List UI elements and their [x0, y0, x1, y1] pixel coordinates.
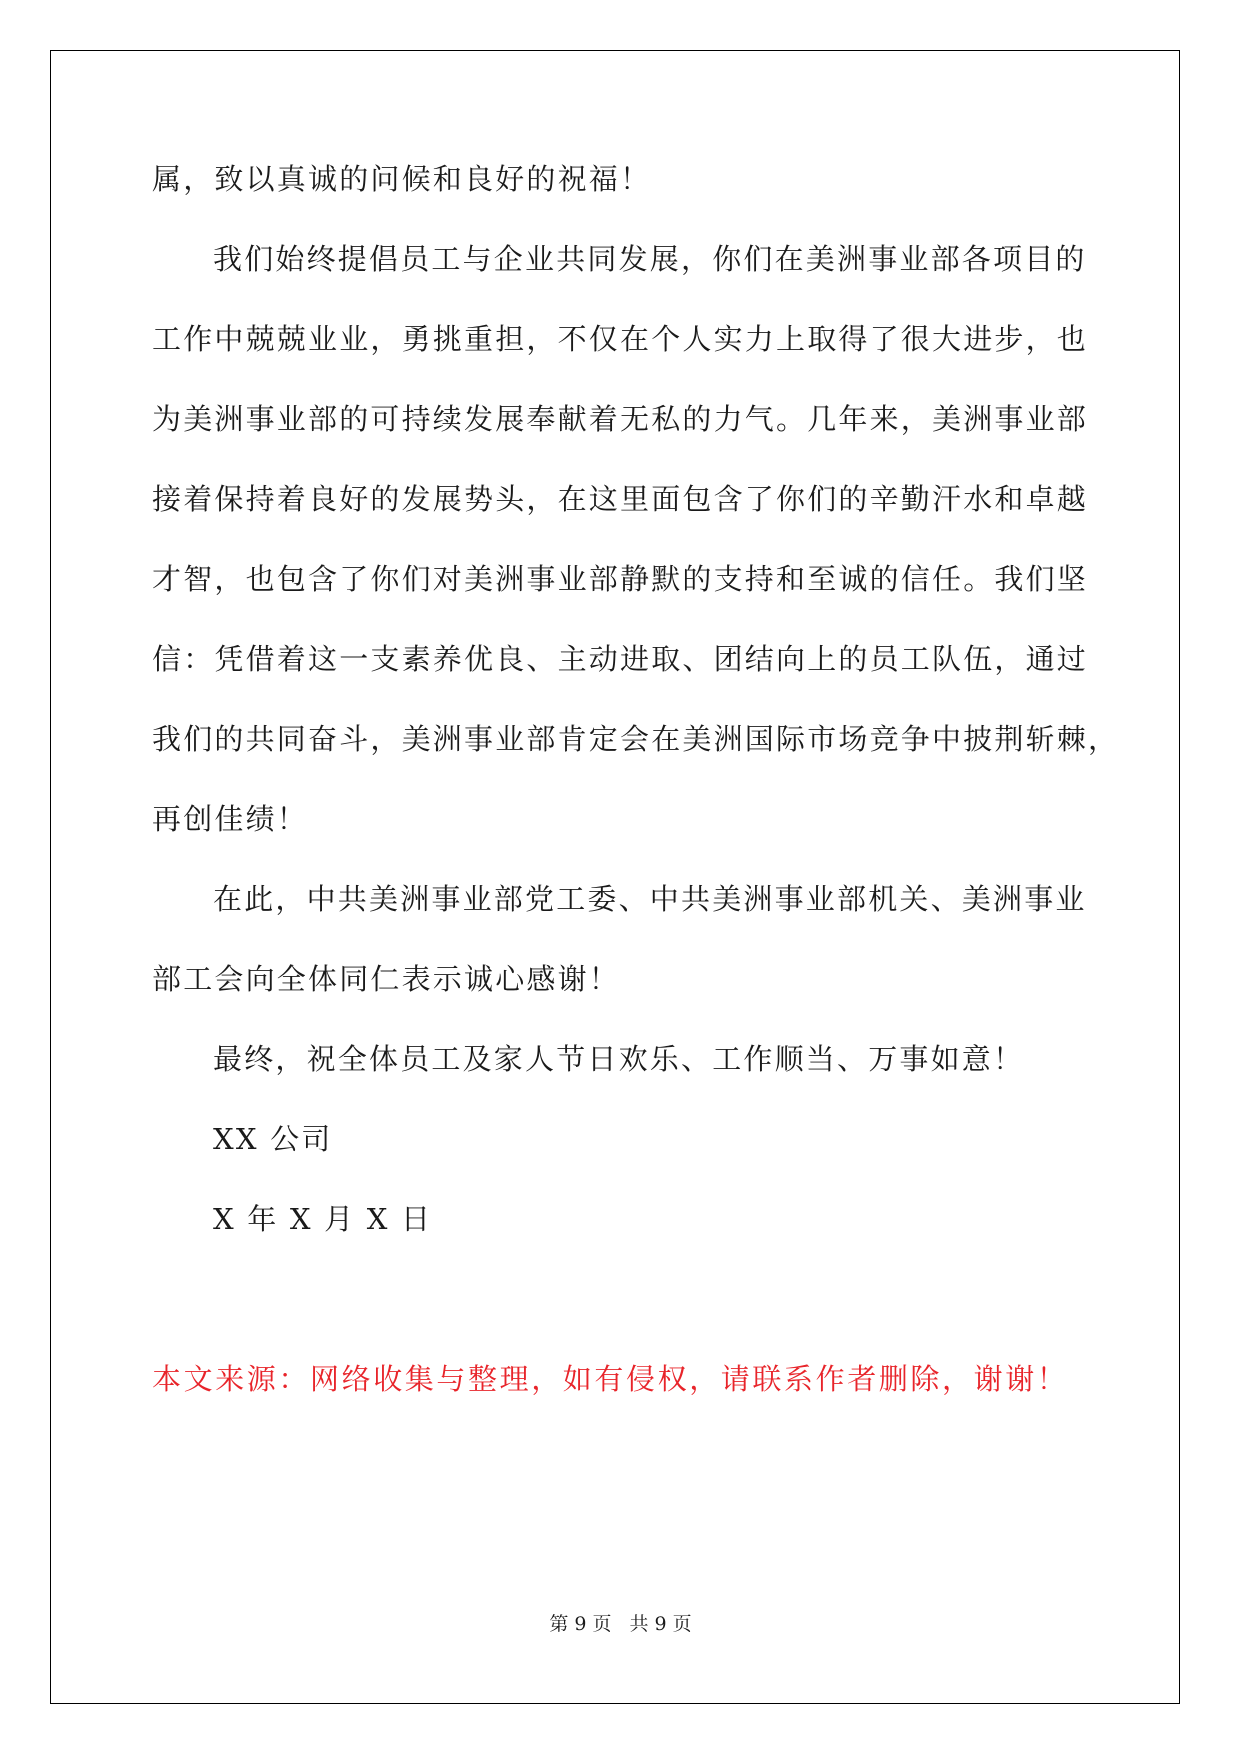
- source-note: 本文来源：网络收集与整理，如有侵权，请联系作者删除，谢谢！: [152, 1362, 1069, 1396]
- page-count: 共 9 页: [629, 1613, 692, 1635]
- paragraph-start-line: 在此，中共美洲事业部党工委、中共美洲事业部机关、美洲事业: [213, 882, 1087, 916]
- paragraph-start-line: 我们始终提倡员工与企业共同发展，你们在美洲事业部各项目的: [213, 242, 1087, 276]
- page-footer: [0, 1612, 1241, 1636]
- page-number: 第 9 页: [549, 1613, 612, 1635]
- text-line: 接着保持着良好的发展势头，在这里面包含了你们的辛勤汗水和卓越: [152, 482, 1089, 516]
- signature-date: X 年 X 月 X 日: [213, 1202, 433, 1236]
- text-line: 信：凭借着这一支素养优良、主动进取、团结向上的员工队伍，通过: [152, 642, 1089, 676]
- text-line: 才智，也包含了你们对美洲事业部静默的支持和至诚的信任。我们坚: [152, 562, 1089, 596]
- text-line: 为美洲事业部的可持续发展奉献着无私的力气。几年来，美洲事业部: [152, 402, 1089, 436]
- page-border: [50, 50, 1180, 1704]
- text-line: 工作中兢兢业业，勇挑重担，不仅在个人实力上取得了很大进步，也: [152, 322, 1089, 356]
- closing-wishes: 最终，祝全体员工及家人节日欢乐、工作顺当、万事如意！: [213, 1042, 1025, 1076]
- text-line: 属，致以真诚的问候和良好的祝福！: [152, 162, 652, 196]
- text-line: 再创佳绩！: [152, 802, 309, 836]
- text-line: 我们的共同奋斗，美洲事业部肯定会在美洲国际市场竞争中披荆斩棘，: [152, 722, 1120, 756]
- text-line: 部工会向全体同仁表示诚心感谢！: [152, 962, 621, 996]
- signature-company: XX 公司: [213, 1122, 333, 1156]
